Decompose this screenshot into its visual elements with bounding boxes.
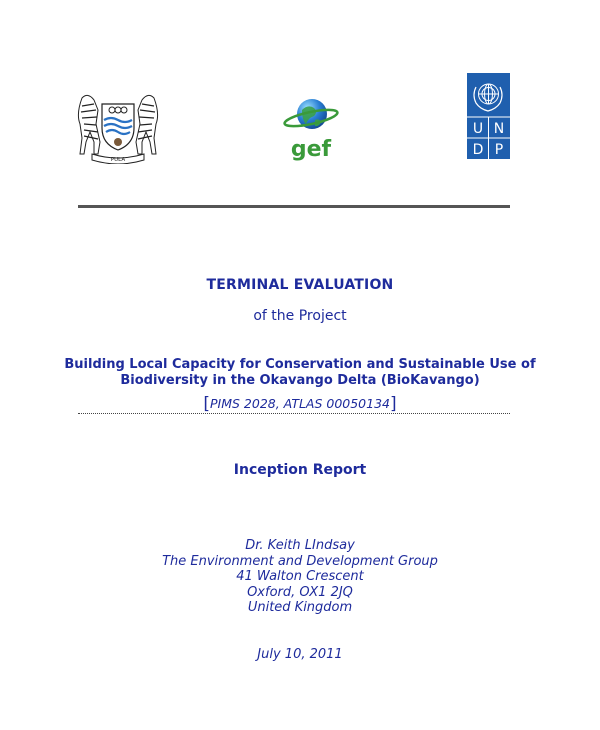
gef-logo-text: gef	[290, 137, 332, 162]
author-organization: The Environment and Development Group	[162, 553, 438, 569]
project-name	[0, 357, 600, 389]
bracket-close-glyph: ]	[390, 394, 397, 414]
coat-of-arms-logo	[72, 92, 164, 164]
project-name-line-1: Building Local Capacity for Conservation and Sustainable Use of	[64, 357, 536, 372]
coat-motto-text: PULA	[110, 157, 126, 163]
undp-logo	[467, 73, 510, 159]
undp-letter-u: U	[472, 121, 484, 137]
undp-letter-p: P	[494, 142, 504, 158]
undp-emblem	[467, 73, 510, 159]
undp-letter-d: D	[472, 142, 484, 158]
project-name-line-2: Biodiversity in the Okavango Delta (BioKavango)	[120, 373, 480, 388]
author-name: Dr. Keith LIndsay	[245, 538, 355, 553]
project-reference	[0, 393, 600, 413]
author-country: United Kingdom	[247, 600, 353, 616]
reference-divider	[78, 413, 510, 414]
author-city: Oxford, OX1 2JQ	[247, 584, 353, 600]
report-date: July 10, 2011	[257, 647, 343, 662]
gef-logo	[282, 96, 340, 162]
document-subtitle: of the Project	[253, 308, 347, 324]
document-title: TERMINAL EVALUATION	[206, 277, 394, 293]
undp-letter-n: N	[493, 121, 505, 137]
bracket-open-glyph: [	[203, 394, 210, 414]
reference-text: PIMS 2028, ATLAS 00050134	[210, 396, 390, 411]
header-divider	[78, 205, 510, 208]
author-block	[0, 538, 600, 616]
author-street: 41 Walton Crescent	[236, 569, 364, 585]
report-type: Inception Report	[233, 462, 367, 478]
